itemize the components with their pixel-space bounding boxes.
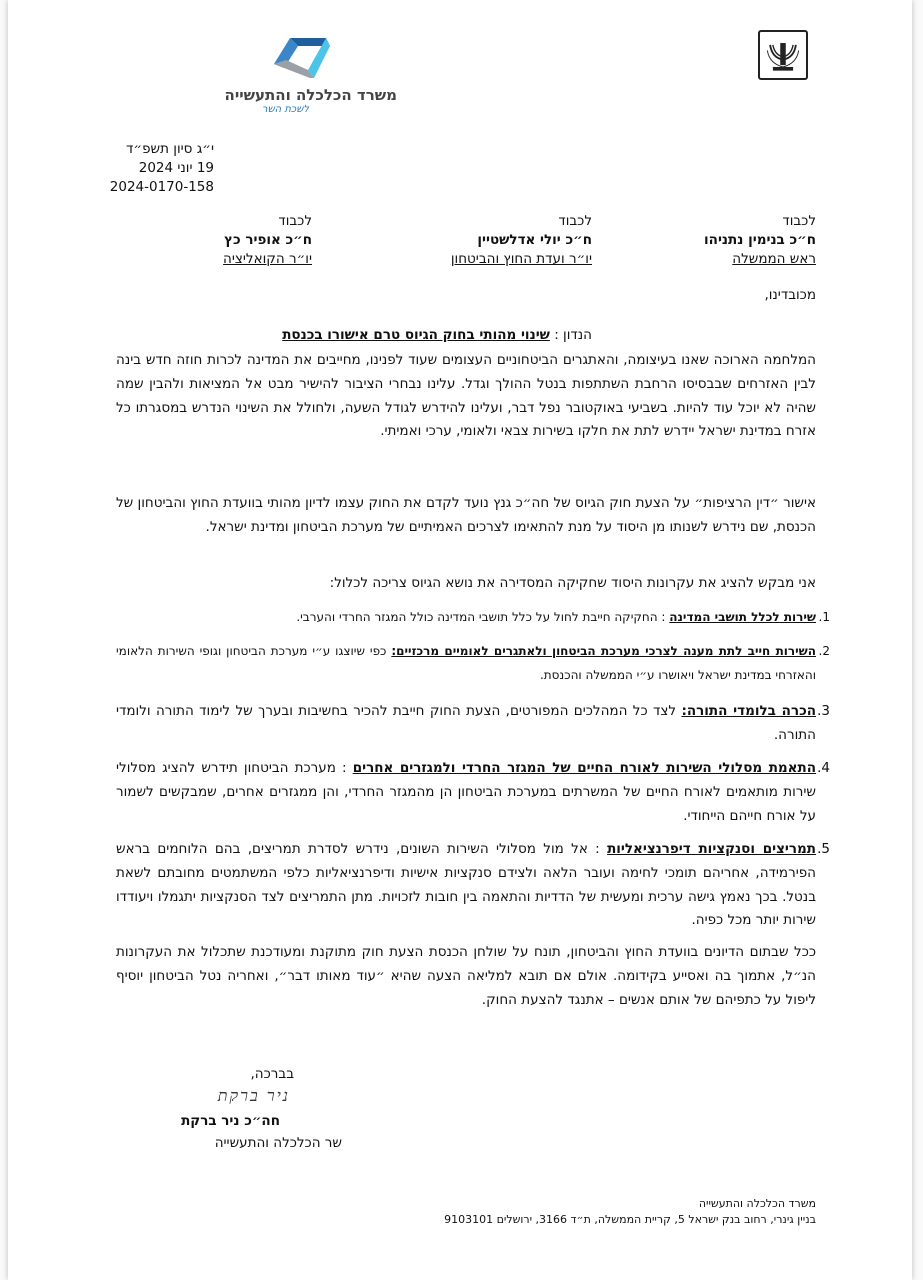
footer-address <box>444 1196 816 1228</box>
principle-heading: התאמת מסלולי השירות לאורח החיים של המגזר החרדי ולמגזרים אחרים <box>352 760 817 776</box>
principle-number: 4. <box>817 760 830 776</box>
principle-heading: תמריצים וסנקציות דיפרנציאליות <box>607 841 816 857</box>
ministry-logo-icon <box>270 34 332 86</box>
handwritten-signature: ניר ברקת <box>217 1086 290 1105</box>
principle-heading: שירות לכלל תושבי המדינה <box>669 610 816 624</box>
addressee-role: יו״ר ועדת החוץ והביטחון <box>450 251 592 267</box>
principle-heading: השירות חייב לתת מענה לצרכי מערכת הביטחון ולאתגרים לאומיים מרכזיים: <box>391 644 817 658</box>
principle-number: 3. <box>817 703 830 719</box>
principle-item <box>116 700 830 748</box>
paragraph-intro: המלחמה הארוכה שאנו בעיצומה, והאתגרים הביטחוניים העצומים שעוד לפנינו, מחייבים את המדינה לכרות חוזה חדש בינה לבין האזרחים שבבסיסו הרחבת השתתפות בנטל ההולך וגדל. עלינו נבחרי הציבור להישיר מבט אל המציאות ולהבין שמה שהיה לא יוכל עוד להיות. בשביעי באוקטובר נפל דבר, ועלינו להידרש לגודל השעה, ולחולל את השינוי הנדרש במסגרתו כל אזרח במדינת ישראל יידרש לתת את חלקו בשירות צבאי ולאומי, ערכי ואמיתי. <box>116 352 816 440</box>
principle-text: : אל מול מסלולי השירות השונים, נידרש לסדרת תמריצים, בהם הלוחמים בראש הפירמידה, אחריהם תומכי לחימה ועובר הלאה ולצידם סנקציות אישיות ודיפרנציאליות כלפי המשתמטים מחובתם לשאת בנטל. בכך נאמץ גישה ערכית ומעשית של הדדיות והתאמה בין חובות לזכויות. מתן התמריצים לצד הסנקציות יתגמלו ויעודדו שירות יותר מכל כפיה. <box>116 841 816 929</box>
principle-text: לצד כל המהלכים המפורטים, הצעת החוק חייבת להכיר בחשיבות ובערך של לימוד התורה ולומדי התורה. <box>116 703 816 743</box>
ministry-tagline: לשכת השר <box>261 104 309 115</box>
hebrew-date: י״ג סיון תשפ״ד <box>126 141 214 157</box>
subject-prefix: הנדון : <box>549 327 592 343</box>
subject-title: שינוי מהותי בחוק הגיוס טרם אישורו בכנסת <box>282 327 550 343</box>
signer-role: שר הכלכלה והתעשייה <box>214 1135 342 1151</box>
signer-name: חה״כ ניר ברקת <box>181 1113 280 1129</box>
state-emblem-icon <box>758 30 808 80</box>
addressee-salutation: לכבוד <box>558 213 592 229</box>
footer-ministry: משרד הכלכלה והתעשייה <box>698 1197 816 1210</box>
footer-street: בניין גינרי, רחוב בנק ישראל 5, קריית הממשלה, ת״ד 3166, ירושלים 9103101 <box>444 1213 816 1226</box>
greeting: מכובדינו, <box>764 287 816 303</box>
subject-line <box>282 327 592 343</box>
principle-item <box>116 640 830 688</box>
addressee-name: ח״כ יולי אדלשטיין <box>477 232 592 248</box>
addressee-salutation: לכבוד <box>782 213 816 229</box>
paragraph-conclusion: ככל שבתום הדיונים בוועדת החוץ והביטחון, תונח על שולחן הכנסת הצעת חוק מתוקנת ומעודכנת שתכלול את העקרונות הנ״ל, אתמוך בה ואסייע בקידומה. אולם אם תובא למליאה הצעה שהיא ״עוד מאותו דבר״, ואחריה נטל הביטחון יוסיף ליפול על כתפיהם של אותם אנשים – אתנגד להצעת החוק. <box>116 944 816 1008</box>
closing: בברכה, <box>250 1066 294 1082</box>
addressee-role: יו״ר הקואליציה <box>223 251 312 267</box>
principle-text: : החקיקה חייבת לחול על כלל תושבי המדינה כולל המגזר החרדי והערבי. <box>296 610 670 624</box>
principle-item <box>116 838 830 933</box>
addressee-name: ח״כ בנימין נתניהו <box>704 232 816 248</box>
principle-number: 5. <box>817 841 830 857</box>
paragraph-principles-lead: אני מבקש להציג את עקרונות היסוד שחקיקה המסדירה את נושא הגיוס צריכה לכלול: <box>329 575 816 591</box>
gregorian-date: 19 יוני 2024 <box>138 160 214 176</box>
principle-number: 2. <box>818 644 830 658</box>
principle-text: כפי שיוצגו ע״י מערכת הביטחון וגופי השירות הלאומי והאזרחי במדינת ישראל ויאושרו ע״י הממשלה והכנסת. <box>116 644 816 682</box>
date-block <box>110 140 214 197</box>
addressee-coalition-chair <box>223 212 312 269</box>
principle-heading: הכרה בלומדי התורה: <box>681 703 817 719</box>
addressee-name: ח״כ אופיר כץ <box>224 232 312 248</box>
principle-text: : מערכת הביטחון תידרש להציג מסלולי שירות מותאמים לאורח החיים של המשרתים במערכת הביטחון הן מהמגזר החרדי, והן ממגזרים אחרים, שמבקשים לשמור על אורח חייהם הייחודי. <box>116 760 816 824</box>
addressee-salutation: לכבוד <box>278 213 312 229</box>
letter-page <box>8 0 912 1280</box>
principle-item <box>116 757 830 828</box>
ministry-name: משרד הכלכלה והתעשייה <box>224 86 397 104</box>
addressee-committee-chair <box>451 212 592 269</box>
paragraph-continuity: אישור ״דין הרציפות״ על הצעת חוק הגיוס של חה״כ גנץ נועד לקדם את החוק עצמו לדיון מהותי בוועדת החוץ והביטחון של הכנסת, שם נידרש לשנותו מן היסוד על מנת להתאימו לצרכים האמיתיים של מערכת הביטחון ומדינת ישראל. <box>116 495 816 535</box>
reference-number: 2024-0170-158 <box>109 179 214 195</box>
principle-item <box>116 606 830 630</box>
addressee-pm <box>704 212 816 269</box>
addressee-role: ראש הממשלה <box>732 251 816 267</box>
principle-number: 1. <box>818 610 830 624</box>
